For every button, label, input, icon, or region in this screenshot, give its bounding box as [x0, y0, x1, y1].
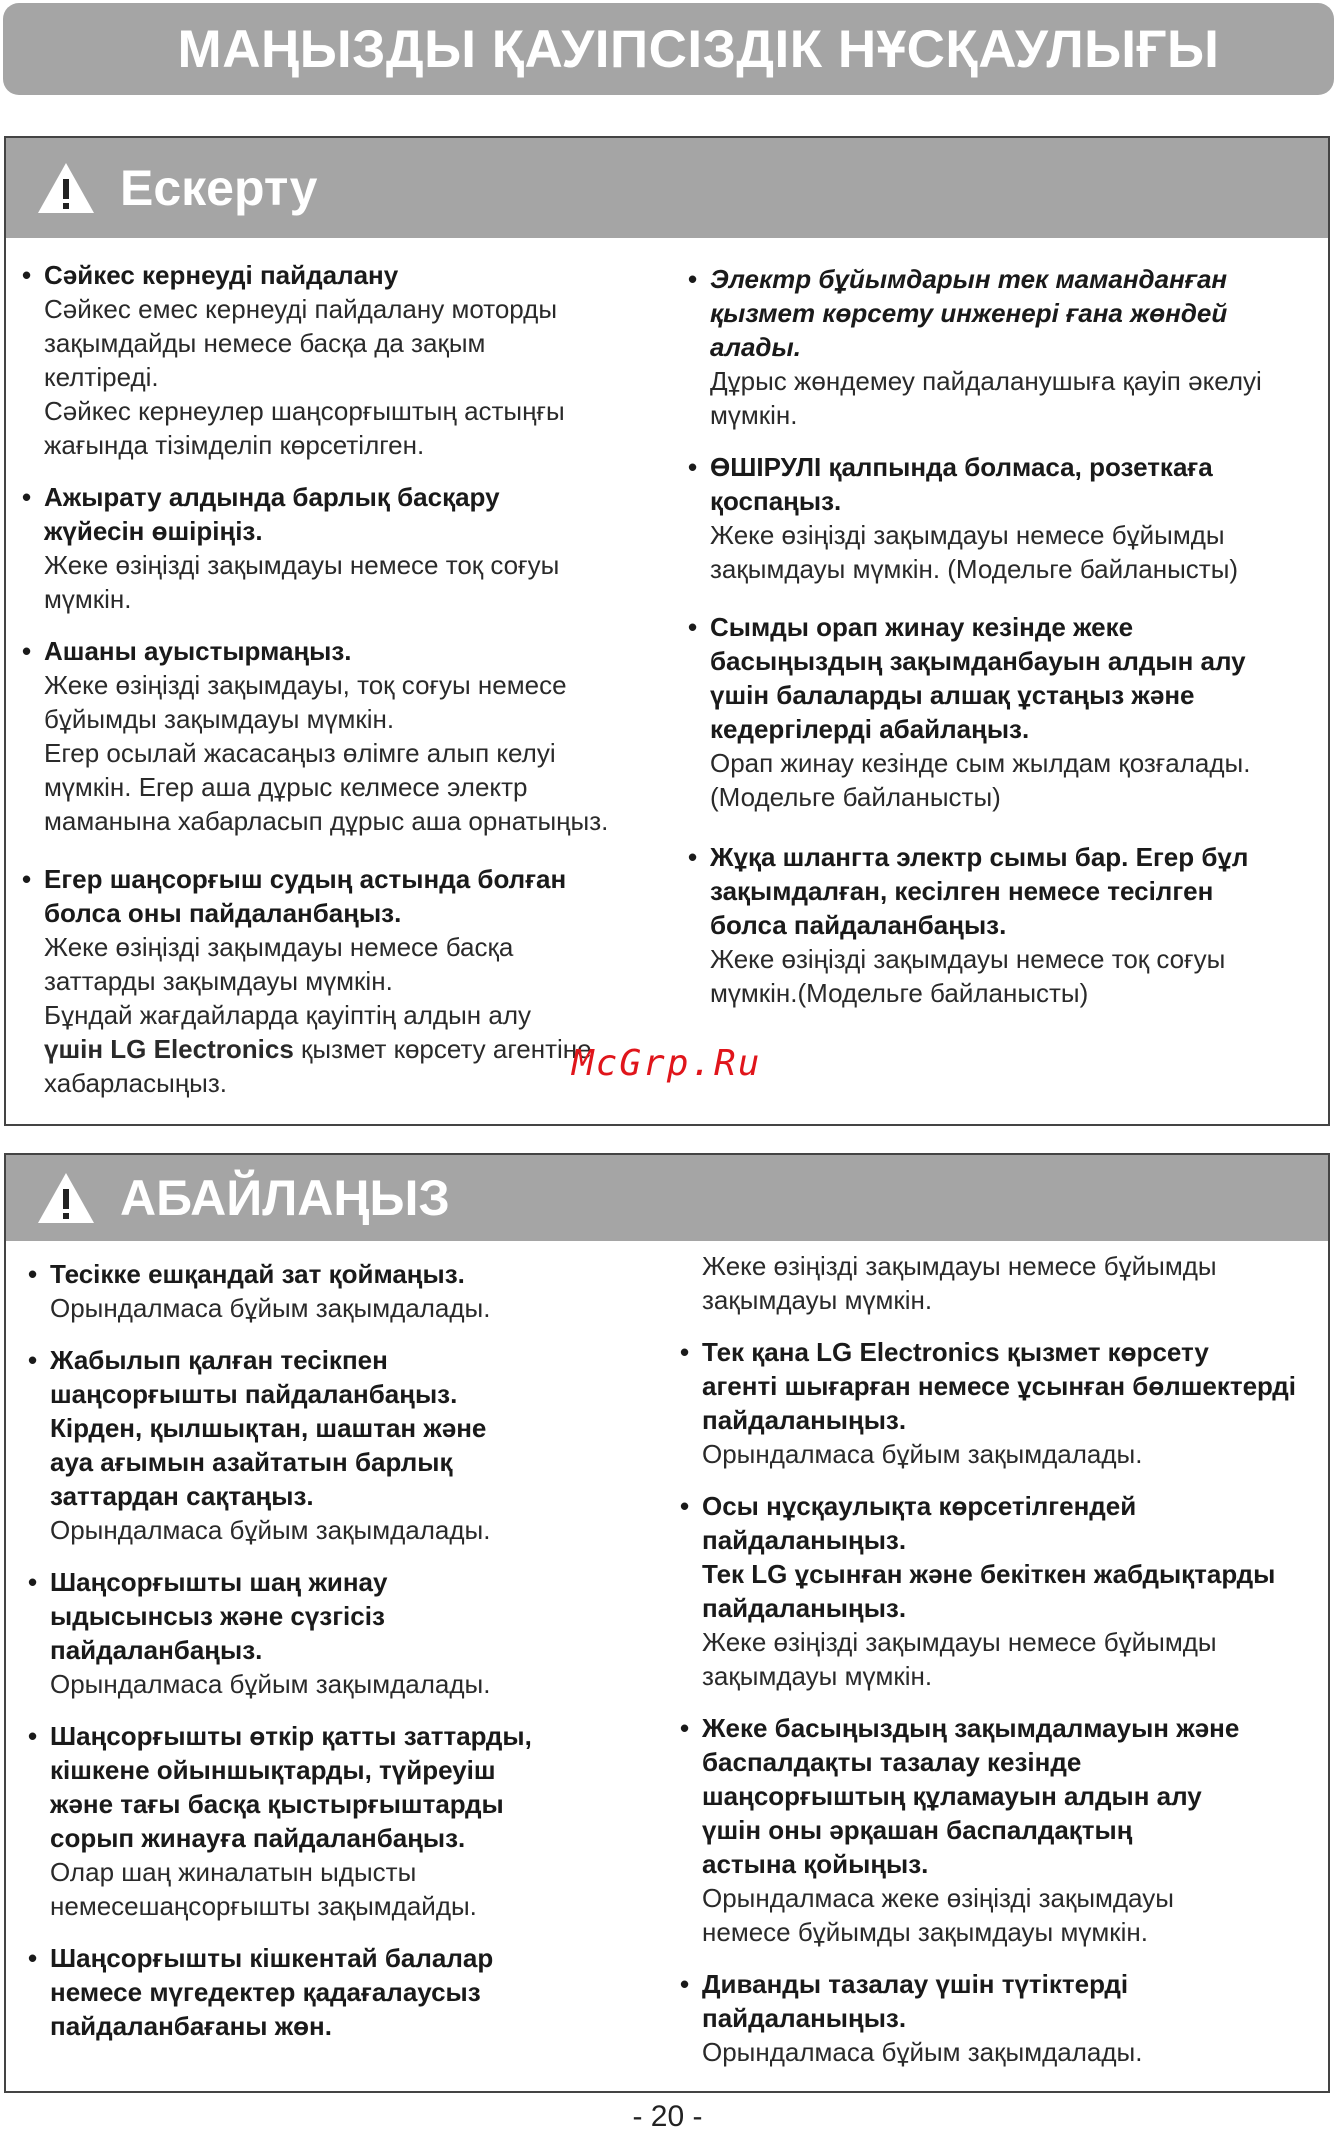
bullet-item	[28, 1257, 668, 1325]
item-text-line: зақымдайды немесе басқа да зақым	[44, 328, 486, 358]
item-text-line: Орындалмаса бұйым зақымдалады.	[50, 1669, 491, 1699]
item-heading-line: Егер шаңсорғыш судың астында болған	[44, 864, 567, 894]
item-text-line: мүмкін. Егер аша дұрыс келмесе электр	[44, 772, 528, 802]
item-heading-line: Диванды тазалау үшін түтіктерді	[702, 1969, 1129, 1999]
bullet-icon: •	[28, 1943, 38, 1973]
item-heading-line: Жеке басыңыздың зақымдалмауын және	[702, 1713, 1240, 1743]
bullet-icon: •	[22, 636, 32, 666]
item-heading-line: Тек LG ұсынған және бекіткен жабдықтарды	[702, 1559, 1276, 1589]
item-heading-line: басыңыздың зақымданбауын алдын алу	[710, 646, 1246, 676]
item-heading-line: Ашаны ауыстырмаңыз.	[44, 636, 352, 666]
item-heading-line: Ажырату алдында барлық басқару	[44, 482, 500, 512]
item-heading-line: Шаңсорғышты шаң жинау	[50, 1567, 388, 1597]
item-heading-line: пайдаланыңыз.	[702, 1405, 907, 1435]
item-text-line: немесе бұйымды зақымдауы мүмкін.	[702, 1917, 1148, 1947]
item-heading-line: Осы нұсқаулықта көрсетілгендей	[702, 1491, 1137, 1521]
bullet-item	[688, 840, 1328, 1010]
item-heading-line: және тағы басқа қыстырғыштарды	[50, 1789, 504, 1819]
item-text-line: зақымдауы мүмкін. (Модельге байланысты)	[710, 554, 1239, 584]
item-heading-line: шаңсорғыштың құламауын алдын алу	[702, 1781, 1202, 1811]
bullet-icon: •	[688, 842, 698, 872]
item-heading-line: Шаңсорғышты кішкентай балалар	[50, 1943, 494, 1973]
intro-line: зақымдауы мүмкін.	[702, 1285, 933, 1315]
item-text-line: Жеке өзіңізді зақымдауы, тоқ соғуы немесе	[44, 670, 567, 700]
item-heading-line: Жұқа шлангта электр сымы бар. Егер бұл	[710, 842, 1249, 872]
bullet-item	[688, 450, 1328, 586]
watermark: McGrp.Ru	[572, 1043, 762, 1084]
item-heading-line: ыдысынсыз және сүзгісіз	[50, 1601, 385, 1631]
caution-right-column	[680, 1249, 1330, 2069]
item-text-line: Сәйкес кернеулер шаңсорғыштың астыңғы	[44, 396, 565, 426]
item-bold-span: үшін LG Electronics	[44, 1034, 294, 1064]
item-text-line	[44, 1032, 662, 1066]
bullet-icon: •	[680, 1491, 690, 1521]
item-heading-line: жүйесін өшіріңіз.	[44, 516, 263, 546]
bullet-icon: •	[28, 1567, 38, 1597]
item-heading-line: ауа ағымын азайтатын барлық	[50, 1447, 453, 1477]
bullet-item	[22, 480, 662, 616]
item-text-line: Олар шаң жиналатын ыдысты	[50, 1857, 417, 1887]
bullet-icon: •	[22, 482, 32, 512]
item-text-line: мүмкін.	[710, 400, 798, 430]
item-heading-line: қызмет көрсету инженері ғана жөндей	[710, 298, 1228, 328]
caution-right-intro	[680, 1249, 1330, 1317]
page-number: - 20 -	[632, 2100, 703, 2133]
item-text-line: Орындалмаса жеке өзіңізді зақымдауы	[702, 1883, 1174, 1913]
bullet-icon: •	[680, 1713, 690, 1743]
item-heading-line: кедергілерді абайлаңыз.	[710, 714, 1030, 744]
item-text-line: Жеке өзіңізді зақымдауы немесе бұйымды	[710, 520, 1225, 550]
caution-heading: АБАЙЛАҢЫЗ	[120, 1170, 450, 1226]
bullet-item	[22, 862, 662, 1100]
item-heading-line: Шаңсорғышты өткір қатты заттарды,	[50, 1721, 532, 1751]
item-text-line: хабарласыңыз.	[44, 1068, 228, 1098]
item-text-line: мүмкін.(Модельге байланысты)	[710, 978, 1089, 1008]
item-heading-line: шаңсорғышты пайдаланбаңыз.	[50, 1379, 458, 1409]
item-text-line: Орындалмаса бұйым зақымдалады.	[50, 1515, 491, 1545]
item-heading-line: қоспаңыз.	[710, 486, 842, 516]
item-text-line: Жеке өзіңізді зақымдауы немесе бұйымды	[702, 1627, 1217, 1657]
item-heading-line: кішкене ойыншықтарды, түйреуіш	[50, 1755, 496, 1785]
page-title-bar	[3, 3, 1334, 95]
warning-right-column	[688, 262, 1328, 1010]
bullet-icon: •	[28, 1345, 38, 1375]
item-heading-line: немесе мүгедектер қадағалаусыз	[50, 1977, 481, 2007]
item-heading-line: үшін балаларды алшақ ұстаңыз және	[710, 680, 1195, 710]
caution-left-column	[28, 1257, 668, 2043]
bullet-item	[22, 258, 662, 462]
bullet-item	[688, 610, 1328, 814]
bullet-icon: •	[680, 1969, 690, 1999]
item-heading-line: ӨШІРУЛІ қалпында болмаса, розеткаға	[710, 452, 1213, 482]
item-heading-line: пайдаланбағаны жөн.	[50, 2011, 332, 2041]
item-heading-line: баспалдақты тазалау кезінде	[702, 1747, 1082, 1777]
bullet-icon: •	[22, 260, 32, 290]
bullet-item	[680, 1489, 1330, 1693]
item-text-line: Егер осылай жасасаңыз өлімге алып келуі	[44, 738, 556, 768]
item-heading-line: алады.	[710, 332, 801, 362]
item-heading-line: сорып жинауға пайдаланбаңыз.	[50, 1823, 466, 1853]
bullet-item	[680, 1711, 1330, 1949]
bullet-icon: •	[28, 1721, 38, 1751]
item-text-line: бұйымды зақымдауы мүмкін.	[44, 704, 395, 734]
item-text-line: маманына хабарласып дұрыс аша орнатыңыз.	[44, 806, 609, 836]
caution-header	[6, 1155, 1328, 1241]
item-heading-line: Сымды орап жинау кезінде жеке	[710, 612, 1134, 642]
item-text-line: Орындалмаса бұйым зақымдалады.	[50, 1293, 491, 1323]
item-text-line: (Модельге байланысты)	[710, 782, 1001, 812]
item-text-line: мүмкін.	[44, 584, 132, 614]
item-heading-line: Жабылып қалған тесікпен	[50, 1345, 388, 1375]
item-text-line: зақымдауы мүмкін.	[702, 1661, 933, 1691]
bullet-icon: •	[22, 864, 32, 894]
item-heading-line: үшін оны әрқашан баспалдақтың	[702, 1815, 1133, 1845]
item-heading-line: заттардан сақтаңыз.	[50, 1481, 314, 1511]
item-text-line: келтіреді.	[44, 362, 159, 392]
item-heading-line: Тесікке ешқандай зат қоймаңыз.	[50, 1259, 465, 1289]
item-text-line: немесешаңсорғышты зақымдайды.	[50, 1891, 477, 1921]
bullet-item	[28, 1719, 668, 1923]
warning-header	[6, 138, 1328, 238]
caution-triangle-icon	[36, 1171, 96, 1225]
item-heading-line: пайдаланбаңыз.	[50, 1635, 263, 1665]
item-heading-line: болса пайдаланбаңыз.	[710, 910, 1007, 940]
item-text-line: жағында тізімделіп көрсетілген.	[44, 430, 425, 460]
item-text-span: қызмет көрсету агентіне	[293, 1034, 592, 1064]
item-heading-line: Тек қана LG Electronics қызмет көрсету	[702, 1337, 1209, 1367]
bullet-item	[22, 634, 662, 838]
intro-line: Жеке өзіңізді зақымдауы немесе бұйымды	[702, 1251, 1217, 1281]
item-text-line: Жеке өзіңізді зақымдауы немесе тоқ соғуы	[44, 550, 560, 580]
item-heading-line: агенті шығарған немесе ұсынған бөлшектерді	[702, 1371, 1297, 1401]
warning-left-column	[22, 258, 662, 1100]
bullet-item	[688, 262, 1328, 432]
bullet-icon: •	[688, 264, 698, 294]
item-heading-line: Кірден, қылшықтан, шаштан және	[50, 1413, 487, 1443]
item-heading-line: зақымдалған, кесілген немесе тесілген	[710, 876, 1214, 906]
warning-triangle-icon	[36, 161, 96, 215]
bullet-icon: •	[680, 1337, 690, 1367]
caution-section	[4, 1153, 1330, 2093]
item-heading-line: Сәйкес кернеуді пайдалану	[44, 260, 399, 290]
item-text-line: Орындалмаса бұйым зақымдалады.	[702, 1439, 1143, 1469]
item-text-line: Жеке өзіңізді зақымдауы немесе тоқ соғуы	[710, 944, 1226, 974]
bullet-icon: •	[28, 1259, 38, 1289]
bullet-icon: •	[688, 452, 698, 482]
item-heading-line: пайдаланыңыз.	[702, 1593, 907, 1623]
bullet-item	[28, 1941, 668, 2043]
page-title: МАҢЫЗДЫ ҚАУІПСІЗДІК НҰСҚАУЛЫҒЫ	[177, 19, 1220, 79]
item-heading-line: пайдаланыңыз.	[702, 1525, 907, 1555]
bullet-icon: •	[688, 612, 698, 642]
item-heading-line: астына қойыңыз.	[702, 1849, 929, 1879]
bullet-item	[28, 1343, 668, 1547]
warning-section	[4, 136, 1330, 1126]
item-text-line: Бұндай жағдайларда қауіптің алдын алу	[44, 1000, 532, 1030]
item-heading-line: Электр бұйымдарын тек маманданған	[710, 264, 1228, 294]
item-heading-line: болса оны пайдаланбаңыз.	[44, 898, 402, 928]
bullet-item	[680, 1335, 1330, 1471]
item-text-line: Сәйкес емес кернеуді пайдалану моторды	[44, 294, 558, 324]
item-text-line: Дұрыс жөндемеу пайдаланушыға қауіп әкелуі	[710, 366, 1262, 396]
bullet-item	[680, 1967, 1330, 2069]
item-text-line: Орап жинау кезінде сым жылдам қозғалады.	[710, 748, 1251, 778]
item-text-line: Жеке өзіңізді зақымдауы немесе басқа	[44, 932, 514, 962]
bullet-item	[28, 1565, 668, 1701]
item-heading-line: пайдаланыңыз.	[702, 2003, 907, 2033]
warning-heading: Ескерту	[120, 160, 318, 216]
item-text-line: заттарды зақымдауы мүмкін.	[44, 966, 393, 996]
item-text-line: Орындалмаса бұйым зақымдалады.	[702, 2037, 1143, 2067]
